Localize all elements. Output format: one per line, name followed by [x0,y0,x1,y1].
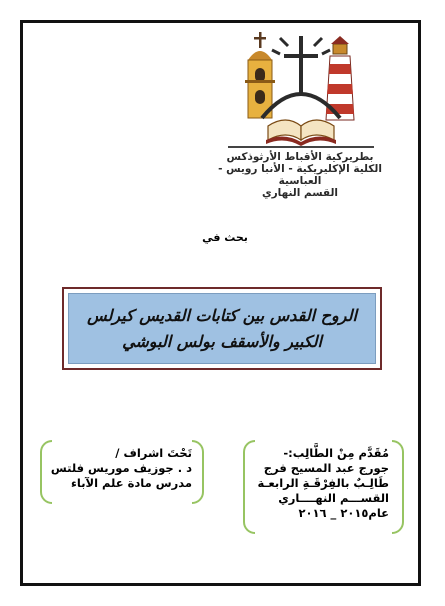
church-tower-icon [245,32,275,118]
student-line: مُقَدَّم مِنْ الطَّالِب:- [283,446,389,460]
supervisor-brace-right [192,440,204,504]
student-brace-left [243,440,255,534]
student-brace-right [392,440,404,534]
title-box [62,287,382,370]
student-section: القســـم النهــــاري [278,491,389,505]
supervisor-title: مدرس مادة علم الآباء [71,476,192,490]
student-year: طَالِـبٌ بالفِرْقَـةِ الرابعـة [257,476,389,490]
college-line: القسم النهاري [261,187,339,199]
open-book-icon [266,120,336,146]
supervisor-block [52,446,192,491]
student-block [255,446,389,521]
supervisor-line: تَحْتَ اشراف / [115,446,192,460]
cross-icon [272,36,330,96]
college-logo [228,30,374,148]
title-line: الكبير والأسقف بولس البوشي [122,331,322,351]
supervisor-name: د . جوزيف موريس فلتس [50,461,192,475]
college-line: بطريركية الأقباط الأرثوذكس [226,151,374,163]
college-name [200,151,400,199]
title-line: الروح القدس بين كتابات القديس كيرلس [87,305,357,325]
research-label: بحث في [202,231,248,244]
college-line: الكلية الإكليريكية - الأنبا رويس - العباسية [218,163,382,187]
student-name: جورج عبد المسيح فرج [263,461,389,475]
title-panel [68,293,376,364]
logo-base [228,146,374,148]
academic-year: عام٢٠١٥ _ ٢٠١٦ [298,506,389,520]
